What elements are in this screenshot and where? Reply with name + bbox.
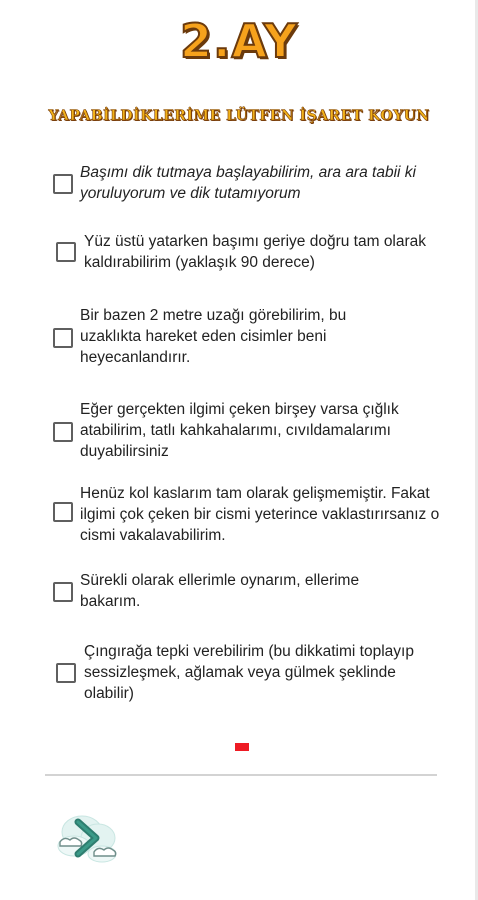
checklist-item-text: Eğer gerçekten ilgimi çeken birşey varsa çığlık atabilirim, tatlı kahkahalarımı, cıvıldamalarımı duyabilirsiniz: [80, 401, 399, 460]
page-indicator: [235, 743, 249, 751]
checklist-item-text: Çıngırağa tepki verebilirim (bu dikkatimi toplayıp sessizleşmek, ağlamak veya gülmek şeklinde olabilir): [84, 643, 414, 702]
checkbox[interactable]: [56, 663, 76, 683]
checkbox[interactable]: [53, 422, 73, 442]
checkbox[interactable]: [53, 174, 73, 194]
page-title: 2.AY: [180, 14, 298, 68]
checklist-item-text: Başımı dik tutmaya başlayabilirim, ara ara tabii ki yoruluyorum ve dik tutamıyorum: [80, 164, 416, 202]
page-subtitle: YAPABİLDİKLERİME LÜTFEN İŞARET KOYUN: [48, 108, 430, 124]
divider: [45, 774, 437, 776]
checkbox[interactable]: [53, 502, 73, 522]
cloud-arrow-next-icon: [52, 808, 120, 870]
next-button[interactable]: [52, 808, 120, 870]
checkbox[interactable]: [56, 242, 76, 262]
checklist-item-text: Henüz kol kaslarım tam olarak gelişmemiştir. Fakat ilgimi çok çeken bir cismi yeterince vaklastırırsanız o cismi vakalavabilirim.: [80, 485, 440, 544]
checklist-item-text: Yüz üstü yatarken başımı geriye doğru tam olarak kaldırabilirim (yaklaşık 90 derece): [84, 233, 427, 271]
checkbox[interactable]: [53, 328, 73, 348]
checklist-item-text: Sürekli olarak ellerimle oynarım, ellerime bakarım.: [80, 572, 360, 610]
checkbox[interactable]: [53, 582, 73, 602]
checklist-item-text: Bir bazen 2 metre uzağı görebilirim, bu uzaklıkta hareket eden cisimler beni heyecanlandırır.: [80, 307, 347, 366]
